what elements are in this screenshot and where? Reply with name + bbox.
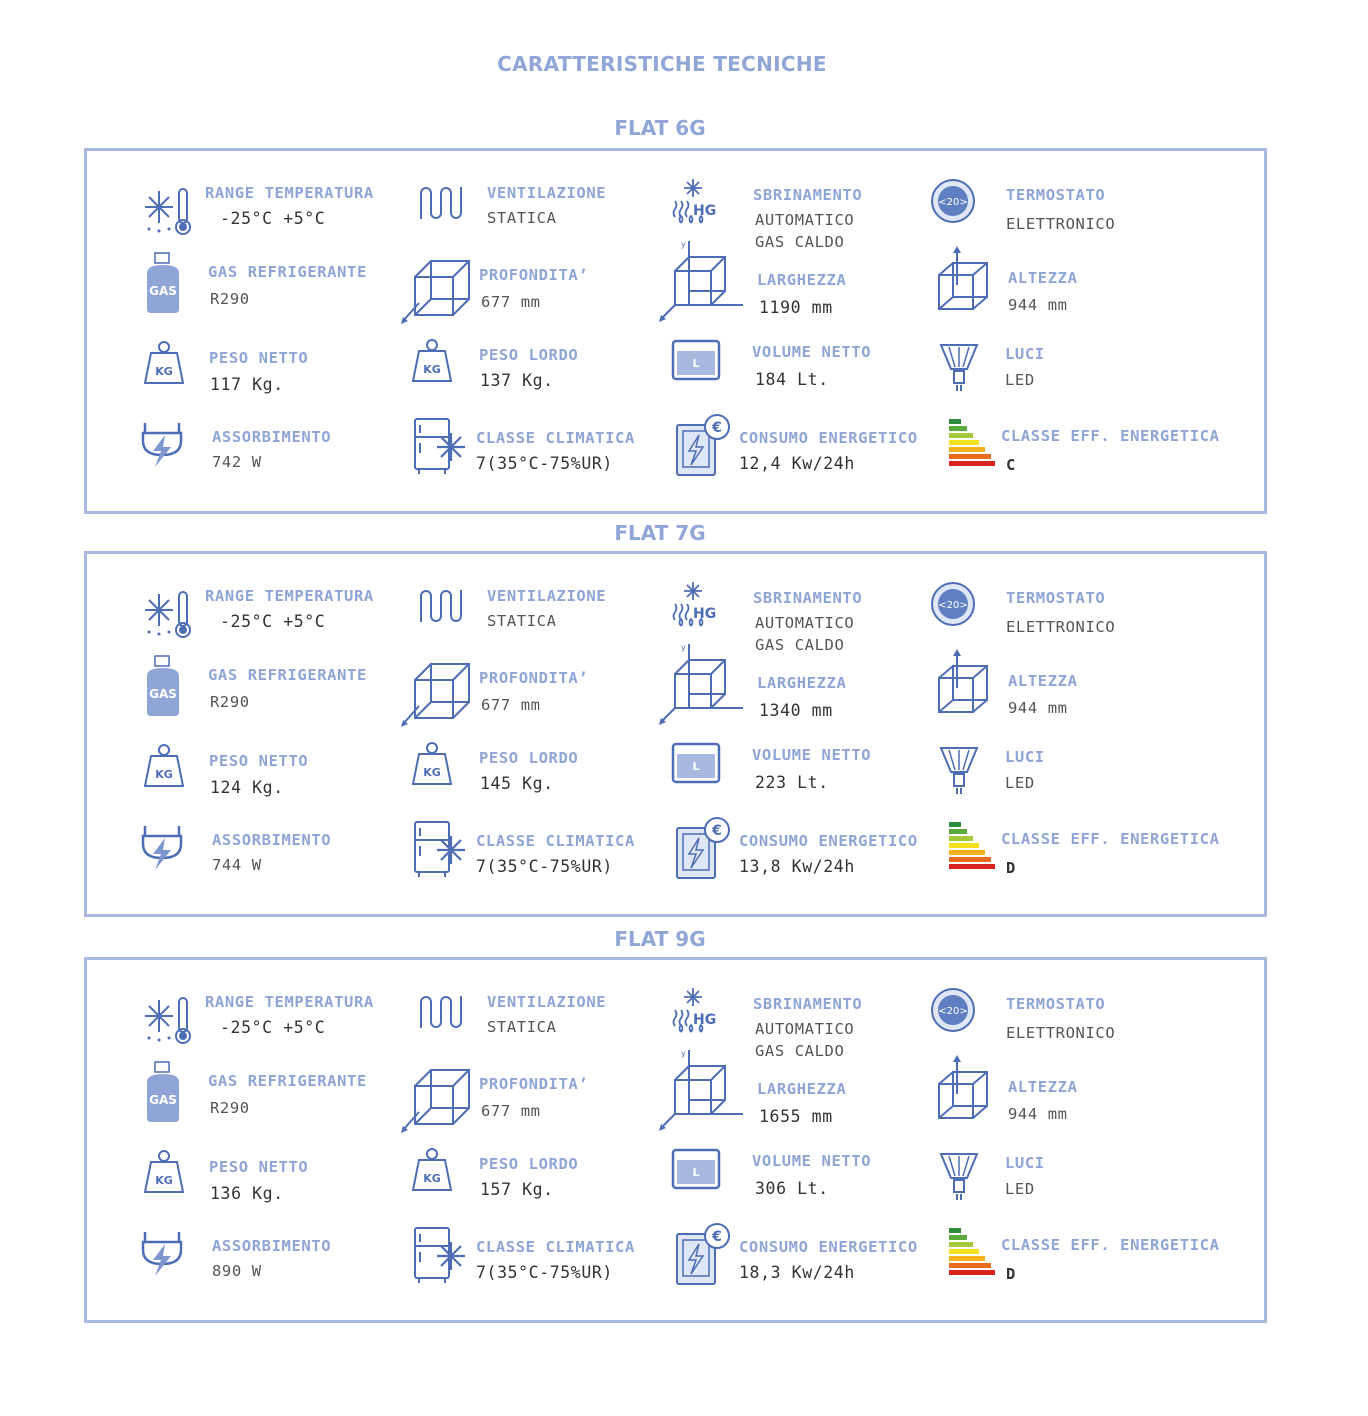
larghezza-value: 1340 mm <box>759 701 833 720</box>
defrost-hg-icon <box>671 177 715 227</box>
snowflake-thermometer-icon <box>141 588 197 644</box>
kg-text: KG <box>155 768 173 781</box>
energy-consumption-icon <box>673 413 733 483</box>
assorbimento-value: 890 W <box>212 1262 262 1280</box>
altezza-label: ALTEZZA <box>1008 269 1078 287</box>
range-value: -25°C +5°C <box>220 209 326 228</box>
depth-cube-icon <box>401 1068 471 1136</box>
spec-panel <box>84 551 1267 917</box>
volume-label: VOLUME NETTO <box>752 1152 872 1170</box>
volume-text: L <box>692 357 700 370</box>
energy-class-icon <box>947 417 997 471</box>
gas-label: GAS REFRIGERANTE <box>208 1072 367 1090</box>
larghezza-label: LARGHEZZA <box>757 271 847 289</box>
sbrinamento-value: AUTOMATICO GAS CALDO <box>755 1020 855 1060</box>
termostato-value: ELETTRONICO <box>1006 215 1116 233</box>
ventilazione-value: STATICA <box>487 612 557 630</box>
gas-cylinder-icon <box>141 1060 185 1130</box>
volume-tank-icon <box>671 1148 721 1192</box>
spec-panel <box>84 957 1267 1323</box>
peso-netto-value: 136 Kg. <box>210 1184 284 1203</box>
sbrinamento-value: AUTOMATICO GAS CALDO <box>755 614 855 654</box>
euro-text: € <box>712 1229 722 1245</box>
gas-text: GAS <box>149 687 177 701</box>
depth-cube-icon <box>401 662 471 730</box>
sbrinamento-label: SBRINAMENTO <box>753 589 863 607</box>
larghezza-label: LARGHEZZA <box>757 674 847 692</box>
thermostat-text: <20> <box>938 197 968 208</box>
kg-text: KG <box>423 363 441 376</box>
ventilazione-label: VENTILAZIONE <box>487 184 607 202</box>
kg-text: KG <box>155 365 173 378</box>
range-value: -25°C +5°C <box>220 612 326 631</box>
classe-climatica-value: 7(35°C-75%UR) <box>476 1263 613 1282</box>
power-plug-icon <box>139 419 185 473</box>
coil-icon <box>417 183 467 223</box>
hg-text: HG <box>693 1012 717 1028</box>
peso-lordo-value: 145 Kg. <box>480 774 554 793</box>
range-value: -25°C +5°C <box>220 1018 326 1037</box>
spec-panel <box>84 148 1267 514</box>
peso-lordo-label: PESO LORDO <box>479 346 579 364</box>
range-label: RANGE TEMPERATURA <box>205 184 374 202</box>
consumo-label: CONSUMO ENERGETICO <box>739 1238 918 1256</box>
thermostat-icon <box>929 988 981 1034</box>
weight-kg-icon <box>139 339 189 389</box>
gas-cylinder-icon <box>141 251 185 321</box>
termostato-label: TERMOSTATO <box>1006 995 1106 1013</box>
volume-value: 223 Lt. <box>755 773 829 792</box>
luci-value: LED <box>1005 371 1035 389</box>
axis-y-text: y <box>681 643 686 652</box>
led-bulb-icon <box>937 744 981 796</box>
classe-eff-label: CLASSE EFF. ENERGETICA <box>1001 427 1220 445</box>
coil-icon <box>417 992 467 1032</box>
gas-label: GAS REFRIGERANTE <box>208 666 367 684</box>
larghezza-label: LARGHEZZA <box>757 1080 847 1098</box>
energy-class-icon <box>947 1226 997 1280</box>
volume-tank-icon <box>671 339 721 383</box>
classe-eff-value: D <box>1006 1265 1016 1283</box>
volume-label: VOLUME NETTO <box>752 746 872 764</box>
profondita-label: PROFONDITA’ <box>479 266 589 284</box>
hg-text: HG <box>693 203 717 219</box>
led-bulb-icon <box>937 1150 981 1202</box>
altezza-label: ALTEZZA <box>1008 672 1078 690</box>
consumo-value: 12,4 Kw/24h <box>739 454 855 473</box>
luci-label: LUCI <box>1005 1154 1045 1172</box>
coil-icon <box>417 586 467 626</box>
classe-climatica-label: CLASSE CLIMATICA <box>476 832 635 850</box>
thermostat-icon <box>929 582 981 628</box>
altezza-value: 944 mm <box>1008 296 1068 314</box>
altezza-value: 944 mm <box>1008 1105 1068 1123</box>
peso-lordo-label: PESO LORDO <box>479 749 579 767</box>
ventilazione-label: VENTILAZIONE <box>487 587 607 605</box>
luci-label: LUCI <box>1005 345 1045 363</box>
axis-y-text: y <box>681 240 686 249</box>
assorbimento-label: ASSORBIMENTO <box>212 1237 332 1255</box>
weight-kg-icon <box>407 337 457 387</box>
depth-cube-icon <box>401 259 471 327</box>
sbrinamento-value: AUTOMATICO GAS CALDO <box>755 211 855 251</box>
width-cube-icon <box>659 642 743 726</box>
larghezza-value: 1190 mm <box>759 298 833 317</box>
power-plug-icon <box>139 822 185 876</box>
ventilazione-value: STATICA <box>487 1018 557 1036</box>
height-cube-icon <box>933 1054 989 1126</box>
assorbimento-label: ASSORBIMENTO <box>212 428 332 446</box>
termostato-label: TERMOSTATO <box>1006 186 1106 204</box>
profondita-value: 677 mm <box>481 696 541 714</box>
peso-netto-value: 124 Kg. <box>210 778 284 797</box>
defrost-hg-icon <box>671 580 715 630</box>
classe-climatica-value: 7(35°C-75%UR) <box>476 454 613 473</box>
euro-text: € <box>712 420 722 436</box>
volume-value: 306 Lt. <box>755 1179 829 1198</box>
gas-value: R290 <box>210 1099 250 1117</box>
euro-text: € <box>712 823 722 839</box>
snowflake-thermometer-icon <box>141 994 197 1050</box>
energy-consumption-icon <box>673 1222 733 1292</box>
volume-text: L <box>692 760 700 773</box>
weight-kg-icon <box>139 742 189 792</box>
luci-label: LUCI <box>1005 748 1045 766</box>
sbrinamento-label: SBRINAMENTO <box>753 995 863 1013</box>
gas-text: GAS <box>149 284 177 298</box>
fridge-climate-icon <box>411 1224 469 1286</box>
snowflake-thermometer-icon <box>141 185 197 241</box>
defrost-hg-icon <box>671 986 715 1036</box>
classe-climatica-value: 7(35°C-75%UR) <box>476 857 613 876</box>
larghezza-value: 1655 mm <box>759 1107 833 1126</box>
termostato-value: ELETTRONICO <box>1006 1024 1116 1042</box>
profondita-value: 677 mm <box>481 293 541 311</box>
gas-cylinder-icon <box>141 654 185 724</box>
consumo-label: CONSUMO ENERGETICO <box>739 832 918 850</box>
width-cube-icon <box>659 239 743 323</box>
thermostat-icon <box>929 179 981 225</box>
energy-class-icon <box>947 820 997 874</box>
luci-value: LED <box>1005 1180 1035 1198</box>
consumo-label: CONSUMO ENERGETICO <box>739 429 918 447</box>
kg-text: KG <box>423 1172 441 1185</box>
sbrinamento-label: SBRINAMENTO <box>753 186 863 204</box>
kg-text: KG <box>423 766 441 779</box>
profondita-value: 677 mm <box>481 1102 541 1120</box>
axis-y-text: y <box>681 1049 686 1058</box>
kg-text: KG <box>155 1174 173 1187</box>
profondita-label: PROFONDITA’ <box>479 669 589 687</box>
peso-netto-label: PESO NETTO <box>209 349 309 367</box>
luci-value: LED <box>1005 774 1035 792</box>
consumo-value: 13,8 Kw/24h <box>739 857 855 876</box>
range-label: RANGE TEMPERATURA <box>205 587 374 605</box>
model-title: FLAT 7G <box>614 521 706 545</box>
energy-consumption-icon <box>673 816 733 886</box>
termostato-label: TERMOSTATO <box>1006 589 1106 607</box>
model-title: FLAT 9G <box>614 927 706 951</box>
peso-netto-value: 117 Kg. <box>210 375 284 394</box>
peso-netto-label: PESO NETTO <box>209 752 309 770</box>
termostato-value: ELETTRONICO <box>1006 618 1116 636</box>
peso-lordo-value: 157 Kg. <box>480 1180 554 1199</box>
gas-value: R290 <box>210 693 250 711</box>
peso-lordo-label: PESO LORDO <box>479 1155 579 1173</box>
ventilazione-label: VENTILAZIONE <box>487 993 607 1011</box>
power-plug-icon <box>139 1228 185 1282</box>
weight-kg-icon <box>407 740 457 790</box>
height-cube-icon <box>933 648 989 720</box>
assorbimento-label: ASSORBIMENTO <box>212 831 332 849</box>
page-title: CARATTERISTICHE TECNICHE <box>497 52 827 76</box>
peso-lordo-value: 137 Kg. <box>480 371 554 390</box>
profondita-label: PROFONDITA’ <box>479 1075 589 1093</box>
height-cube-icon <box>933 245 989 317</box>
weight-kg-icon <box>139 1148 189 1198</box>
volume-value: 184 Lt. <box>755 370 829 389</box>
range-label: RANGE TEMPERATURA <box>205 993 374 1011</box>
fridge-climate-icon <box>411 818 469 880</box>
volume-label: VOLUME NETTO <box>752 343 872 361</box>
volume-text: L <box>692 1166 700 1179</box>
width-cube-icon <box>659 1048 743 1132</box>
fridge-climate-icon <box>411 415 469 477</box>
classe-eff-value: D <box>1006 859 1016 877</box>
peso-netto-label: PESO NETTO <box>209 1158 309 1176</box>
hg-text: HG <box>693 606 717 622</box>
classe-eff-value: C <box>1006 456 1016 474</box>
classe-eff-label: CLASSE EFF. ENERGETICA <box>1001 830 1220 848</box>
gas-value: R290 <box>210 290 250 308</box>
gas-text: GAS <box>149 1093 177 1107</box>
classe-eff-label: CLASSE EFF. ENERGETICA <box>1001 1236 1220 1254</box>
assorbimento-value: 742 W <box>212 453 262 471</box>
assorbimento-value: 744 W <box>212 856 262 874</box>
model-title: FLAT 6G <box>614 116 706 140</box>
classe-climatica-label: CLASSE CLIMATICA <box>476 1238 635 1256</box>
thermostat-text: <20> <box>938 600 968 611</box>
altezza-value: 944 mm <box>1008 699 1068 717</box>
volume-tank-icon <box>671 742 721 786</box>
classe-climatica-label: CLASSE CLIMATICA <box>476 429 635 447</box>
led-bulb-icon <box>937 341 981 393</box>
altezza-label: ALTEZZA <box>1008 1078 1078 1096</box>
weight-kg-icon <box>407 1146 457 1196</box>
gas-label: GAS REFRIGERANTE <box>208 263 367 281</box>
consumo-value: 18,3 Kw/24h <box>739 1263 855 1282</box>
ventilazione-value: STATICA <box>487 209 557 227</box>
thermostat-text: <20> <box>938 1006 968 1017</box>
